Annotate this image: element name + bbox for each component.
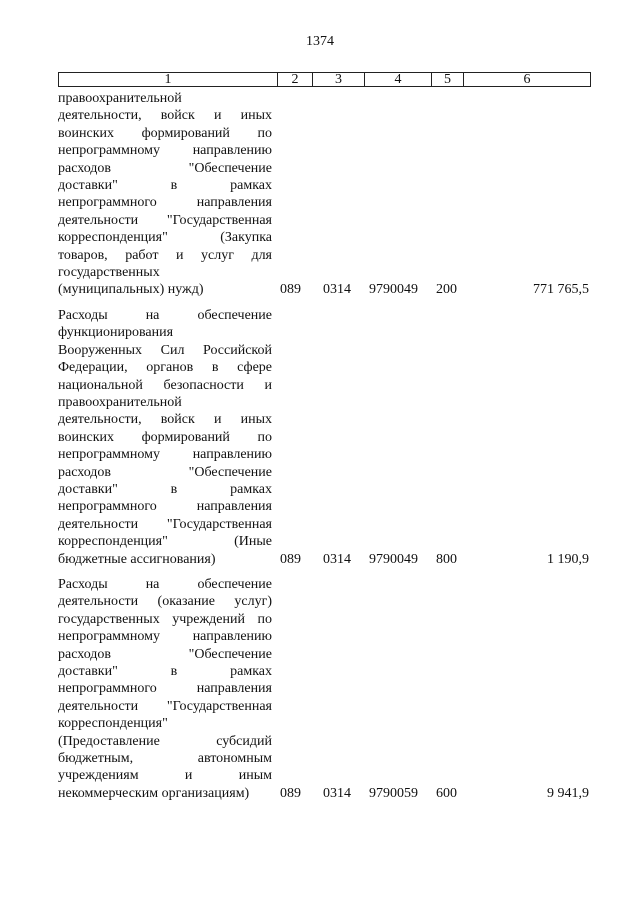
- ved-code: 089: [280, 786, 301, 801]
- description-line: непрограммному направлению: [58, 143, 272, 159]
- description-line: деятельности "Государственная: [58, 212, 272, 228]
- expense-type-code: 600: [436, 786, 457, 801]
- description-line: непрограммного направления: [58, 681, 272, 697]
- description-line: доставки" в рамках: [58, 664, 272, 680]
- description-line: некоммерческим организациям): [58, 785, 250, 801]
- header-col-1: 1: [164, 72, 172, 87]
- header-col-2: 2: [277, 73, 312, 86]
- page-number: 1374: [306, 34, 334, 49]
- table-header: [58, 72, 591, 87]
- description-line: национальной безопасности и: [58, 377, 272, 393]
- table-row: [58, 576, 589, 804]
- header-col-6: 6: [463, 73, 590, 86]
- row-description: [58, 307, 272, 568]
- description-line: (Предоставление субсидий: [58, 733, 272, 749]
- description-line: учреждениям и иным: [58, 768, 272, 784]
- description-line: доставки" в рамках: [58, 482, 272, 498]
- description-line: (муниципальных) нужд): [58, 282, 204, 298]
- description-line: воинских формирований по: [58, 125, 272, 141]
- expense-type-code: 800: [436, 552, 457, 567]
- header-col-4: 4: [364, 73, 431, 86]
- amount: 771 765,5: [533, 282, 589, 297]
- description-line: бюджетные ассигнования): [58, 551, 216, 567]
- row-description: [58, 576, 272, 802]
- description-line: корреспонденция": [58, 716, 168, 732]
- table-row: [58, 307, 589, 569]
- target-article-code: 9790049: [369, 282, 418, 297]
- expense-type-code: 200: [436, 282, 457, 297]
- description-line: деятельности, войск и иных: [58, 412, 272, 428]
- description-line: Расходы на обеспечение: [58, 308, 272, 323]
- description-line: правоохранительной: [58, 91, 182, 106]
- description-line: Вооруженных Сил Российской: [58, 342, 272, 358]
- description-line: государственных: [58, 265, 160, 281]
- description-line: непрограммного направления: [58, 499, 272, 515]
- description-line: расходов "Обеспечение: [58, 160, 272, 176]
- target-article-code: 9790049: [369, 552, 418, 567]
- section-code: 0314: [323, 282, 351, 297]
- description-line: расходов "Обеспечение: [58, 646, 272, 662]
- description-line: государственных учреждений по: [58, 611, 272, 627]
- description-line: корреспонденция" (Закупка: [58, 230, 272, 246]
- header-col-5: 5: [431, 73, 463, 86]
- description-line: деятельности "Государственная: [58, 516, 272, 532]
- description-line: функционирования: [58, 325, 174, 341]
- amount: 1 190,9: [547, 552, 589, 567]
- description-line: деятельности, войск и иных: [58, 108, 272, 124]
- ved-code: 089: [280, 282, 301, 297]
- description-line: товаров, работ и услуг для: [58, 247, 272, 263]
- target-article-code: 9790059: [369, 786, 418, 801]
- description-line: бюджетным, автономным: [58, 751, 272, 767]
- header-col-3: 3: [312, 73, 364, 86]
- description-line: деятельности "Государственная: [58, 698, 272, 714]
- section-code: 0314: [323, 786, 351, 801]
- description-line: непрограммному направлению: [58, 629, 272, 645]
- description-line: правоохранительной: [58, 395, 182, 411]
- table-row: [58, 90, 589, 300]
- description-line: непрограммного направления: [58, 195, 272, 211]
- description-line: Федерации, органов в сфере: [58, 360, 272, 376]
- ved-code: 089: [280, 552, 301, 567]
- description-line: Расходы на обеспечение: [58, 577, 272, 592]
- description-line: расходов "Обеспечение: [58, 464, 272, 480]
- description-line: деятельности (оказание услуг): [58, 594, 272, 610]
- amount: 9 941,9: [547, 786, 589, 801]
- description-line: доставки" в рамках: [58, 178, 272, 194]
- row-description: [58, 90, 272, 299]
- description-line: непрограммному направлению: [58, 447, 272, 463]
- description-line: корреспонденция" (Иные: [58, 534, 272, 550]
- description-line: воинских формирований по: [58, 429, 272, 445]
- section-code: 0314: [323, 552, 351, 567]
